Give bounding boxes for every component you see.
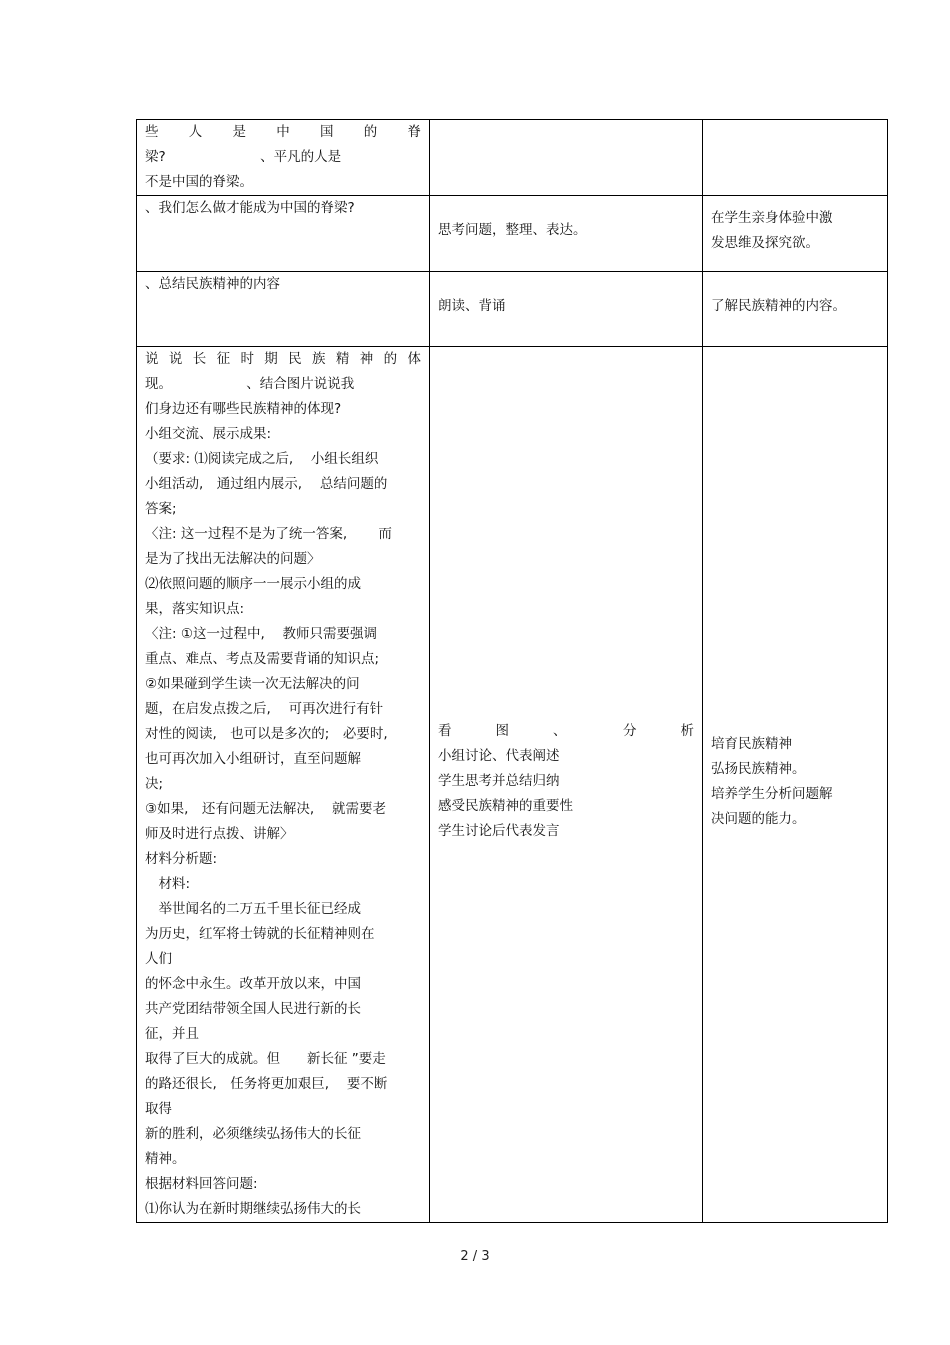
text-line: 为历史，红军将士铸就的长征精神则在	[145, 926, 375, 942]
text-line: 〈注: 这一过程不是为了统一答案, 而	[145, 526, 392, 542]
content-cell	[137, 272, 430, 347]
text-line: 了解民族精神的内容。	[711, 298, 846, 314]
text-line: 培养学生分析问题解	[711, 786, 833, 802]
table-row	[137, 196, 888, 272]
text-line: 发思维及探究欲。	[711, 235, 819, 251]
text-line: 是为了找出无法解决的问题〉	[145, 551, 321, 567]
text-line: 题，在启发点拨之后, 可再次进行有针	[145, 701, 384, 717]
text-line: 的路还很长, 任务将更加艰巨, 要不断	[145, 1076, 388, 1092]
text-line: ⑵依照问题的顺序一一展示小组的成	[145, 576, 361, 592]
text-line: 〈注: ①这一过程中, 教师只需要强调	[145, 626, 378, 642]
text-line: 决;	[145, 776, 164, 792]
content-cell	[137, 120, 430, 196]
text-line: 决问题的能力。	[711, 811, 806, 827]
text-line: 取得	[145, 1101, 172, 1117]
text-line: 取得了巨大的成就。但 新长征 ”要走	[145, 1051, 386, 1067]
text-line: ⑴你认为在新时期继续弘扬伟大的长	[145, 1201, 361, 1217]
content-cell	[137, 347, 430, 1223]
text-line: （要求: ⑴阅读完成之后, 小组长组织	[145, 451, 379, 467]
lesson-plan-table	[136, 119, 888, 1223]
text-line: 不是中国的脊梁。	[145, 174, 253, 190]
text-line: 梁? 、平凡的人是	[145, 149, 342, 165]
text-line: 朗读、背诵	[438, 298, 506, 314]
page-number: 2 / 3	[460, 1249, 490, 1264]
text-line: 举世闻名的二万五千里长征已经成	[145, 901, 361, 917]
purpose-cell	[703, 272, 888, 347]
text-line: 小组交流、展示成果:	[145, 426, 272, 442]
text-line: 人们	[145, 951, 172, 967]
text-line: 小组讨论、代表阐述	[438, 748, 560, 764]
text-line: 果，落实知识点:	[145, 601, 245, 617]
text-line: 征，并且	[145, 1026, 199, 1042]
text-line: 精神。	[145, 1151, 186, 1167]
text-line: 培育民族精神	[711, 736, 792, 752]
table-row	[137, 120, 888, 196]
activity-cell	[430, 196, 703, 272]
table-row	[137, 347, 888, 1223]
text-line: 现。 、结合图片说说我	[145, 376, 355, 392]
text-line: 小组活动, 通过组内展示, 总结问题的	[145, 476, 388, 492]
activity-cell	[430, 347, 703, 1223]
text-line: 新的胜利，必须继续弘扬伟大的长征	[145, 1126, 361, 1142]
text-line: 根据材料回答问题:	[145, 1176, 258, 1192]
purpose-cell	[703, 196, 888, 272]
text-line: 说 说 长 征 时 期 民 族 精 神 的 体	[145, 351, 421, 367]
purpose-cell	[703, 347, 888, 1223]
text-line: 们身边还有哪些民族精神的体现?	[145, 401, 342, 417]
table-row	[137, 272, 888, 347]
text-line: 材料分析题:	[145, 851, 218, 867]
text-line: 重点、难点、考点及需要背诵的知识点;	[145, 651, 380, 667]
text-line: 学生讨论后代表发言	[438, 823, 560, 839]
text-line: ③如果, 还有问题无法解决, 就需要老	[145, 801, 386, 817]
purpose-cell	[703, 120, 888, 196]
text-line: 弘扬民族精神。	[711, 761, 806, 777]
text-line: 、总结民族精神的内容	[145, 276, 280, 292]
text-line: 共产党团结带领全国人民进行新的长	[145, 1001, 361, 1017]
text-line: 思考问题，整理、表达。	[438, 222, 587, 238]
text-line: 学生思考并总结归纳	[438, 773, 560, 789]
text-line: 的怀念中永生。改革开放以来，中国	[145, 976, 361, 992]
text-line: 答案;	[145, 501, 177, 517]
text-line: 在学生亲身体验中激	[711, 210, 833, 226]
text-line: 对性的阅读, 也可以是多次的; 必要时,	[145, 726, 388, 742]
text-line: 也可再次加入小组研讨，直至问题解	[145, 751, 361, 767]
text-line: 、我们怎么做才能成为中国的脊梁?	[145, 200, 355, 216]
text-line: 师及时进行点拨、讲解〉	[145, 826, 294, 842]
activity-cell	[430, 272, 703, 347]
text-line: 看 图 、 分 析	[438, 723, 694, 739]
text-line: 感受民族精神的重要性	[438, 798, 573, 814]
text-line: 些 人 是 中 国 的 脊	[145, 124, 421, 140]
text-line: ②如果碰到学生读一次无法解决的问	[145, 676, 360, 692]
content-cell	[137, 196, 430, 272]
activity-cell	[430, 120, 703, 196]
text-line: 材料:	[145, 876, 191, 892]
